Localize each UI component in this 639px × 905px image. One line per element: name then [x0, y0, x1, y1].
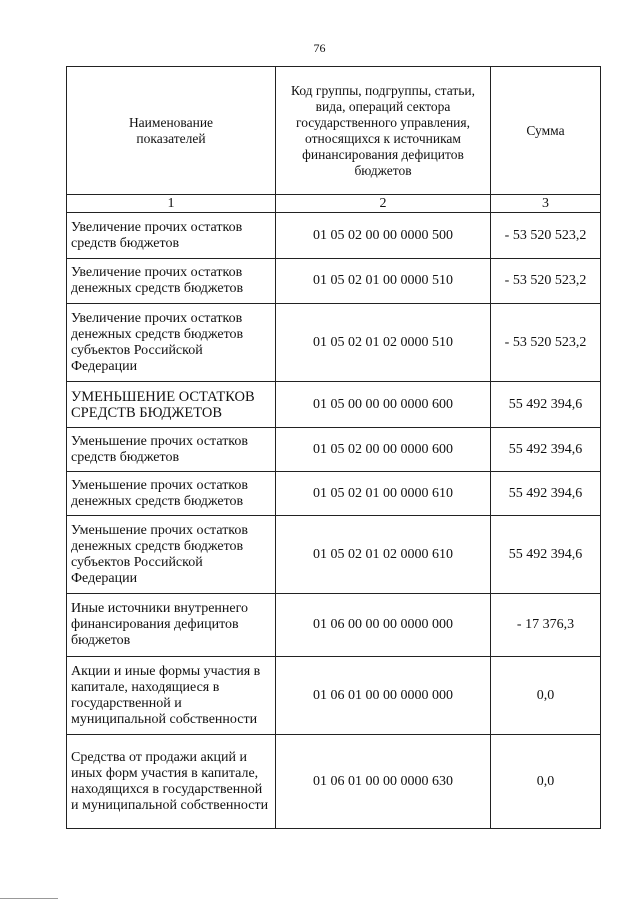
row-name: Уменьшение прочих остатков средств бюджетов: [67, 428, 276, 472]
table-row: [67, 657, 601, 735]
row-code: 01 06 00 00 00 0000 000: [276, 594, 491, 657]
header-code: Код группы, подгруппы, статьи, вида, операций сектора государственного управления, относящихся к источникам финансирования дефицитов бюджетов: [276, 67, 491, 195]
scan-edge-line: [0, 898, 58, 899]
row-sum: 0,0: [491, 657, 601, 735]
row-sum: 55 492 394,6: [491, 472, 601, 516]
table-row: [67, 594, 601, 657]
row-sum: 55 492 394,6: [491, 382, 601, 428]
row-code: 01 06 01 00 00 0000 630: [276, 735, 491, 829]
column-number: 2: [276, 195, 491, 213]
row-sum: 55 492 394,6: [491, 516, 601, 594]
column-number: 1: [67, 195, 276, 213]
column-number: 3: [491, 195, 601, 213]
row-name: Увеличение прочих остатков денежных средств бюджетов субъектов Российской Федерации: [67, 304, 276, 382]
table-row: [67, 516, 601, 594]
budget-sources-table: [66, 66, 601, 829]
row-code: 01 05 02 00 00 0000 500: [276, 213, 491, 259]
row-name: Увеличение прочих остатков денежных средств бюджетов: [67, 259, 276, 304]
header-indicator-name: Наименование показателей: [67, 67, 276, 195]
page-number: 76: [313, 41, 326, 55]
row-sum: - 17 376,3: [491, 594, 601, 657]
row-code: 01 05 02 00 00 0000 600: [276, 428, 491, 472]
table-row: [67, 259, 601, 304]
row-name: Увеличение прочих остатков средств бюджетов: [67, 213, 276, 259]
row-code: 01 05 02 01 02 0000 610: [276, 516, 491, 594]
row-name: Средства от продажи акций и иных форм участия в капитале, находящихся в государственной и муниципальной собственности: [67, 735, 276, 829]
row-name: Акции и иные формы участия в капитале, находящиеся в государственной и муниципальной собственности: [67, 657, 276, 735]
table-row: [67, 472, 601, 516]
row-sum: 55 492 394,6: [491, 428, 601, 472]
table-row: [67, 735, 601, 829]
row-code: 01 05 02 01 00 0000 510: [276, 259, 491, 304]
table-row: [67, 304, 601, 382]
row-sum: - 53 520 523,2: [491, 304, 601, 382]
header-sum: Сумма: [491, 67, 601, 195]
row-code: 01 06 01 00 00 0000 000: [276, 657, 491, 735]
row-name: Уменьшение прочих остатков денежных средств бюджетов: [67, 472, 276, 516]
row-sum: - 53 520 523,2: [491, 213, 601, 259]
row-code: 01 05 02 01 02 0000 510: [276, 304, 491, 382]
row-code: 01 05 00 00 00 0000 600: [276, 382, 491, 428]
row-name: Уменьшение прочих остатков денежных средств бюджетов субъектов Российской Федерации: [67, 516, 276, 594]
column-number-row: [67, 195, 601, 213]
row-code: 01 05 02 01 00 0000 610: [276, 472, 491, 516]
row-name: УМЕНЬШЕНИЕ ОСТАТКОВ СРЕДСТВ БЮДЖЕТОВ: [67, 382, 276, 428]
table-header-row: [67, 67, 601, 195]
row-sum: - 53 520 523,2: [491, 259, 601, 304]
table-row: [67, 213, 601, 259]
table-row: [67, 382, 601, 428]
row-sum: 0,0: [491, 735, 601, 829]
row-name: Иные источники внутреннего финансирования дефицитов бюджетов: [67, 594, 276, 657]
table-row: [67, 428, 601, 472]
